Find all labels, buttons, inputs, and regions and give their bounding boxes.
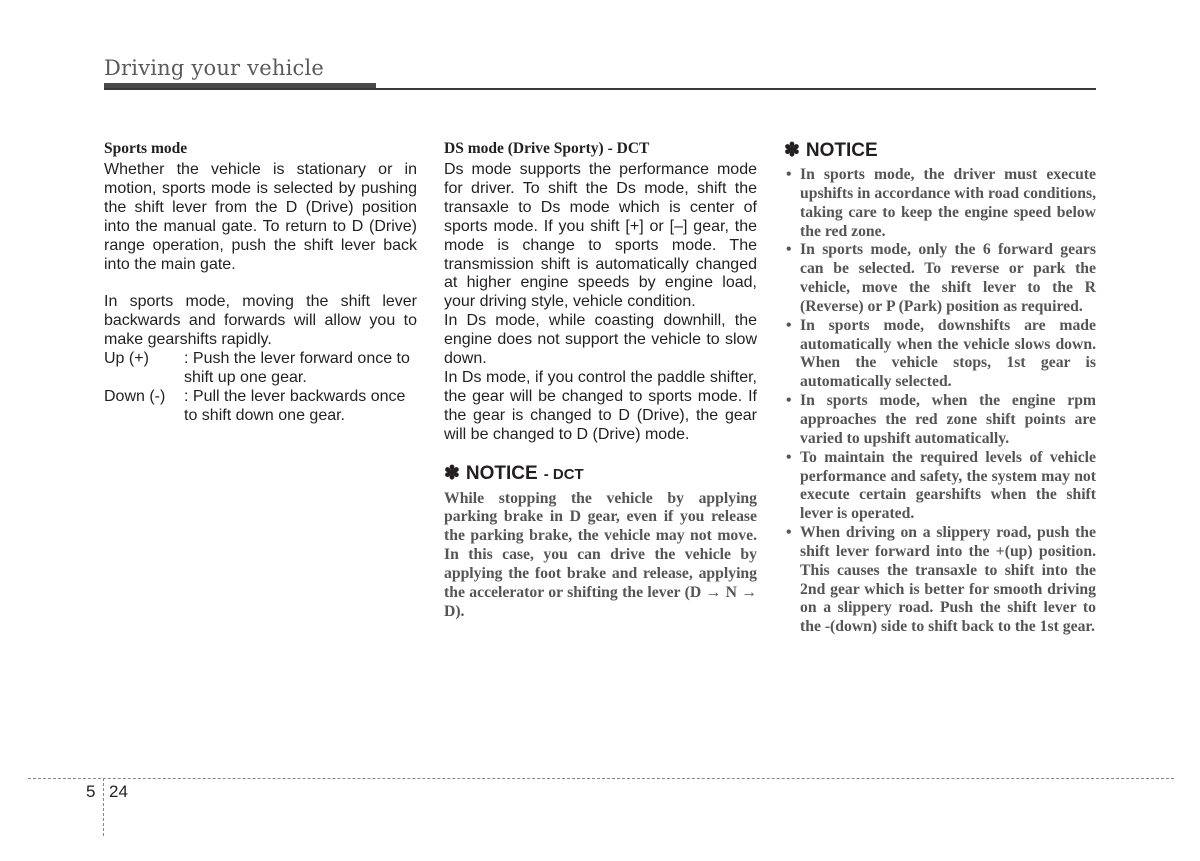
list-item: • In sports mode, downshifts are made automatically when the vehicle slows down. When the vehicle stops, 1st gear is automatically selected. [784, 317, 1096, 392]
ds-mode-paragraph-2: In Ds mode, while coasting downhill, the engine does not support the vehicle to slow down. [444, 312, 757, 368]
notice-dct-text: While stopping the vehicle by applying parking brake in D gear, even if you release the parking brake, the vehicle may not move. In this case, you can drive the vehicle by applying the foot brake and release, applying the accelerator or shifting the lever (D → N → D). [444, 489, 757, 620]
list-item: • In sports mode, only the 6 forward gears can be selected. To reverse or park the vehicle, move the shift lever to the R (Reverse) or P (Park) position as required. [784, 241, 1096, 316]
shift-up-description: : Push the lever forward once to shift up one gear. [184, 350, 410, 386]
page-section-title: Driving your vehicle [104, 56, 324, 80]
list-item: • When driving on a slippery road, push the shift lever forward into the +(up) position. This causes the transaxle to shift into the 2nd gear which is better for smooth driving on a slippery road. Push the shift lever to the -(down) side to shift back to the 1st gear. [784, 524, 1096, 637]
shift-down-term: Down (-) [104, 387, 166, 405]
notice-icon: ✽ [784, 140, 800, 161]
shift-down-definition [104, 388, 417, 426]
footer-page-separator [103, 778, 104, 836]
page-number: 24 [109, 782, 128, 801]
notice-list [784, 166, 1096, 637]
notice-title [784, 140, 1096, 162]
list-item: • In sports mode, when the engine rpm approaches the red zone shift points are varied to upshift automatically. [784, 392, 1096, 449]
list-item: • To maintain the required levels of vehicle performance and safety, the system may not execute certain gearshifts when the shift lever is operated. [784, 449, 1096, 524]
sports-mode-heading: Sports mode [104, 140, 188, 157]
notice-label: NOTICE [805, 140, 878, 161]
column-sports-mode [104, 140, 417, 426]
notice-dct-title [444, 463, 757, 486]
notice-subtitle: - DCT [543, 465, 584, 483]
sports-mode-paragraph-1: Whether the vehicle is stationary or in motion, sports mode is selected by pushing the shift lever from the D (Drive) position into the manual gate. To return to D (Drive) range operation, push the shift lever back into the main gate. [104, 161, 417, 273]
chapter-number: 5 [86, 782, 96, 801]
column-notice [784, 140, 1096, 637]
ds-mode-paragraph-1: Ds mode supports the performance mode for driver. To shift the Ds mode, shift the transaxle to Ds mode which is center of sports mode. If you shift [+] or [–] gear, the mode is change to sports mode. The transmission shift is automatically changed at higher engine speeds by engine load, your driving style, vehicle condition. [444, 161, 757, 311]
sports-mode-paragraph-2: In sports mode, moving the shift lever backwards and forwards will allow you to make gearshifts rapidly. [104, 293, 417, 349]
header-rule [104, 88, 1096, 90]
footer-divider [28, 778, 1174, 779]
ds-mode-heading: DS mode (Drive Sporty) - DCT [444, 140, 650, 157]
list-item: • In sports mode, the driver must execute upshifts in accordance with road conditions, taking care to keep the engine speed below the red zone. [784, 166, 1096, 241]
column-ds-mode [444, 140, 757, 622]
ds-mode-paragraph-3: In Ds mode, if you control the paddle shifter, the gear will be changed to sports mode. If the gear is changed to D (Drive), the gear will be changed to D (Drive) mode. [444, 368, 757, 443]
notice-label: NOTICE [465, 462, 538, 484]
shift-down-description: : Pull the lever backwards once to shift down one gear. [184, 387, 406, 424]
notice-icon: ✽ [444, 462, 460, 484]
shift-up-term: Up (+) [104, 350, 149, 368]
shift-up-definition [104, 350, 417, 388]
